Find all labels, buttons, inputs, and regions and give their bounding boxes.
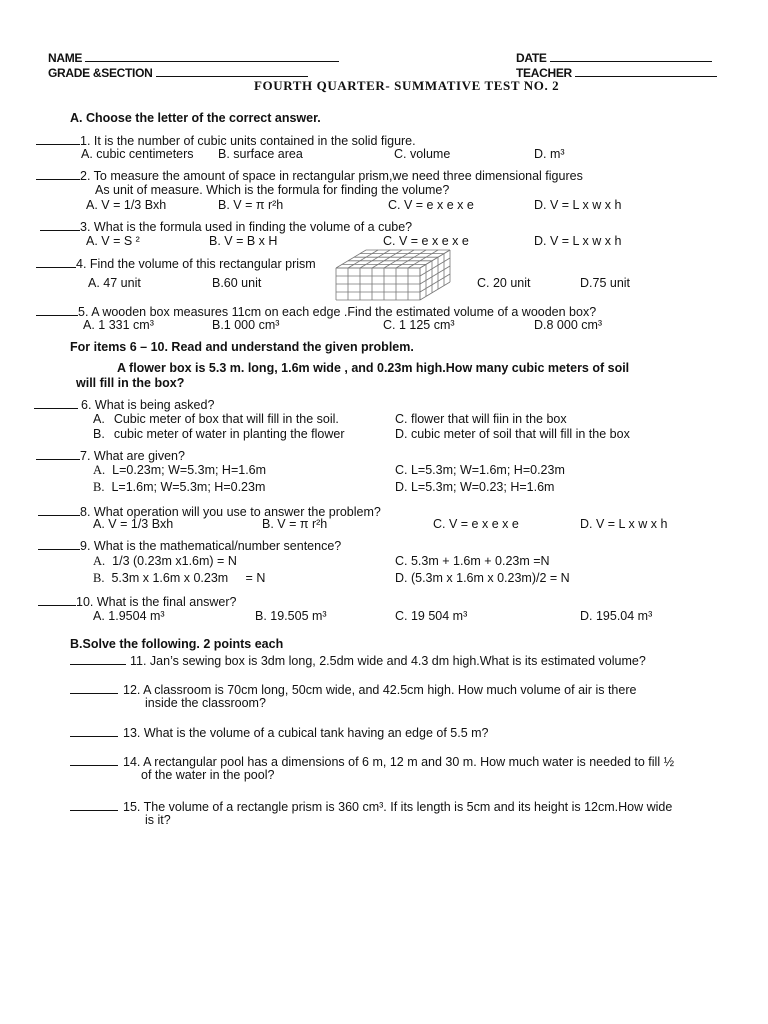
- question-15-text: 15. The volume of a rectangle prism is 360 cm³. If its length is 5cm and its height is 12cm.How wide: [123, 800, 673, 814]
- question-8-text: 8. What operation will you use to answer the problem?: [80, 505, 381, 519]
- question-4-text: 4. Find the volume of this rectangular prism: [76, 257, 316, 271]
- answer-blank-11[interactable]: [70, 653, 126, 665]
- name-label-text: NAME: [48, 51, 83, 65]
- q10-option-d: D. 195.04 m³: [580, 609, 653, 623]
- q8-option-c: C. V = e x e x e: [433, 517, 519, 531]
- answer-blank-7[interactable]: [36, 448, 80, 460]
- q6-a-text: Cubic meter of box that will fill in the soil.: [113, 412, 339, 426]
- q5-option-a: A. 1 331 cm³: [83, 318, 154, 332]
- q2-option-b: B. V = π r²h: [218, 198, 284, 212]
- q4-option-a: A. 47 unit: [88, 276, 141, 290]
- q2-option-d: D. V = L x w x h: [534, 198, 622, 212]
- problem-line-1: A flower box is 5.3 m. long, 1.6m wide , and 0.23m high.How many cubic meters of soil: [117, 361, 630, 375]
- question-6: [34, 397, 214, 412]
- q3-option-c: C. V = e x e x e: [383, 234, 469, 248]
- q8-option-a: A. V = 1/3 Bxh: [93, 517, 174, 531]
- teacher-field[interactable]: [575, 65, 717, 77]
- q5-option-d: D.8 000 cm³: [534, 318, 603, 332]
- q8-option-b: B. V = π r²h: [262, 517, 328, 531]
- answer-blank-14[interactable]: [70, 754, 118, 766]
- question-14-line-2: of the water in the pool?: [141, 768, 275, 782]
- question-9-text: 9. What is the mathematical/number sentence?: [80, 539, 342, 553]
- answer-blank-10[interactable]: [38, 594, 76, 606]
- q9-b-text: 5.3m x 1.6m x 0.23m = N: [111, 571, 266, 585]
- date-label: [516, 50, 712, 65]
- rectangular-prism-figure: [330, 246, 456, 304]
- q9-option-b: [93, 571, 265, 585]
- q6-a-letter: A.: [93, 412, 105, 426]
- q7-b-text: L=1.6m; W=5.3m; H=0.23m: [111, 480, 266, 494]
- name-label: [48, 50, 339, 65]
- grade-field[interactable]: [156, 65, 308, 77]
- q6-b-text: cubic meter of water in planting the flower: [113, 427, 345, 441]
- question-13: [70, 725, 489, 740]
- q7-option-c: C. L=5.3m; W=1.6m; H=0.23m: [395, 463, 565, 477]
- question-1-text: 1. It is the number of cubic units contained in the solid figure.: [80, 134, 416, 148]
- date-label-text: DATE: [516, 51, 547, 65]
- q7-option-b: [93, 480, 265, 494]
- question-2-text: 2. To measure the amount of space in rectangular prism,we need three dimensional figures: [80, 169, 583, 183]
- question-3-text: 3. What is the formula used in finding the volume of a cube?: [80, 220, 413, 234]
- question-14: [70, 754, 674, 769]
- q4-option-d: D.75 unit: [580, 276, 631, 290]
- q9-a-letter: A.: [93, 554, 106, 568]
- question-2-line-2: As unit of measure. Which is the formula for finding the volume?: [95, 183, 450, 197]
- answer-blank-6[interactable]: [34, 397, 78, 409]
- question-12: [70, 682, 636, 697]
- q9-a-text: 1/3 (0.23m x1.6m) = N: [112, 554, 237, 568]
- question-8: [38, 504, 381, 519]
- question-4: [36, 256, 316, 271]
- answer-blank-4[interactable]: [36, 256, 76, 268]
- q9-option-a: [93, 554, 237, 568]
- q10-option-a: A. 1.9504 m³: [93, 609, 165, 623]
- q1-option-a: A. cubic centimeters: [81, 147, 194, 161]
- date-field[interactable]: [550, 50, 712, 62]
- q6-option-a: [93, 412, 339, 426]
- question-10-text: 10. What is the final answer?: [76, 595, 237, 609]
- q6-option-b: [93, 427, 344, 441]
- q7-option-d: D. L=5.3m; W=0.23; H=1.6m: [395, 480, 555, 494]
- problem-line-2: will fill in the box?: [76, 376, 185, 390]
- question-11-text: 11. Jan’s sewing box is 3dm long, 2.5dm wide and 4.3 dm high.What is its estimated volume?: [130, 654, 646, 668]
- answer-blank-13[interactable]: [70, 725, 118, 737]
- answer-blank-5[interactable]: [36, 304, 78, 316]
- question-12-line-2: inside the classroom?: [145, 696, 266, 710]
- name-field[interactable]: [85, 50, 339, 62]
- q5-option-b: B.1 000 cm³: [212, 318, 280, 332]
- q9-option-d: D. (5.3m x 1.6m x 0.23m)/2 = N: [395, 571, 570, 585]
- q2-option-c: C. V = e x e x e: [388, 198, 474, 212]
- q7-a-letter: A.: [93, 463, 106, 477]
- question-13-text: 13. What is the volume of a cubical tank having an edge of 5.5 m?: [123, 726, 489, 740]
- question-5: [36, 304, 596, 319]
- question-15-line-2: is it?: [145, 813, 171, 827]
- answer-blank-9[interactable]: [38, 538, 80, 550]
- part-a-heading: A. Choose the letter of the correct answer.: [70, 111, 321, 125]
- q6-option-d: D. cubic meter of soil that will fill in the box: [395, 427, 630, 441]
- answer-blank-8[interactable]: [38, 504, 80, 516]
- q7-b-letter: B.: [93, 480, 105, 494]
- q3-option-a: A. V = S ²: [86, 234, 140, 248]
- answer-blank-2[interactable]: [36, 168, 80, 180]
- teacher-label-text: TEACHER: [516, 66, 572, 80]
- q9-b-letter: B.: [93, 571, 105, 585]
- question-10: [38, 594, 237, 609]
- question-12-text: 12. A classroom is 70cm long, 50cm wide, and 42.5cm high. How much volume of air is there: [123, 683, 637, 697]
- question-14-text: 14. A rectangular pool has a dimensions of 6 m, 12 m and 30 m. How much water is needed to fill ½: [123, 755, 674, 769]
- q7-a-text: L=0.23m; W=5.3m; H=1.6m: [112, 463, 267, 477]
- q1-option-d: D. m³: [534, 147, 565, 161]
- page-title: FOURTH QUARTER- SUMMATIVE TEST NO. 2: [254, 78, 560, 93]
- grade-label-text: GRADE &SECTION: [48, 66, 153, 80]
- q1-option-c: C. volume: [394, 147, 451, 161]
- q6-option-c: C. flower that will fiin in the box: [395, 412, 567, 426]
- question-6-text: 6. What is being asked?: [81, 398, 215, 412]
- answer-blank-15[interactable]: [70, 799, 118, 811]
- q5-option-c: C. 1 125 cm³: [383, 318, 455, 332]
- question-7-text: 7. What are given?: [80, 449, 185, 463]
- q4-option-c: C. 20 unit: [477, 276, 531, 290]
- q8-option-d: D. V = L x w x h: [580, 517, 668, 531]
- answer-blank-12[interactable]: [70, 682, 118, 694]
- question-9: [38, 538, 341, 553]
- answer-blank-3[interactable]: [40, 219, 80, 231]
- answer-blank-1[interactable]: [36, 133, 80, 145]
- question-3: [40, 219, 412, 234]
- q1-option-b: B. surface area: [218, 147, 303, 161]
- q10-option-b: B. 19.505 m³: [255, 609, 327, 623]
- question-15: [70, 799, 672, 814]
- q2-option-a: A. V = 1/3 Bxh: [86, 198, 167, 212]
- q4-option-b: B.60 unit: [212, 276, 262, 290]
- q3-option-d: D. V = L x w x h: [534, 234, 622, 248]
- question-5-text: 5. A wooden box measures 11cm on each edge .Find the estimated volume of a wooden box?: [78, 305, 597, 319]
- q9-option-c: C. 5.3m + 1.6m + 0.23m =N: [395, 554, 550, 568]
- question-11: [70, 653, 646, 668]
- q3-option-b: B. V = B x H: [209, 234, 278, 248]
- question-1: [36, 133, 416, 148]
- q10-option-c: C. 19 504 m³: [395, 609, 468, 623]
- part-b-heading: B.Solve the following. 2 points each: [70, 637, 284, 651]
- q6-b-letter: B.: [93, 427, 105, 441]
- question-2: [36, 168, 583, 183]
- question-7: [36, 448, 185, 463]
- q7-option-a: [93, 463, 266, 477]
- group-heading: For items 6 – 10. Read and understand the given problem.: [70, 340, 414, 354]
